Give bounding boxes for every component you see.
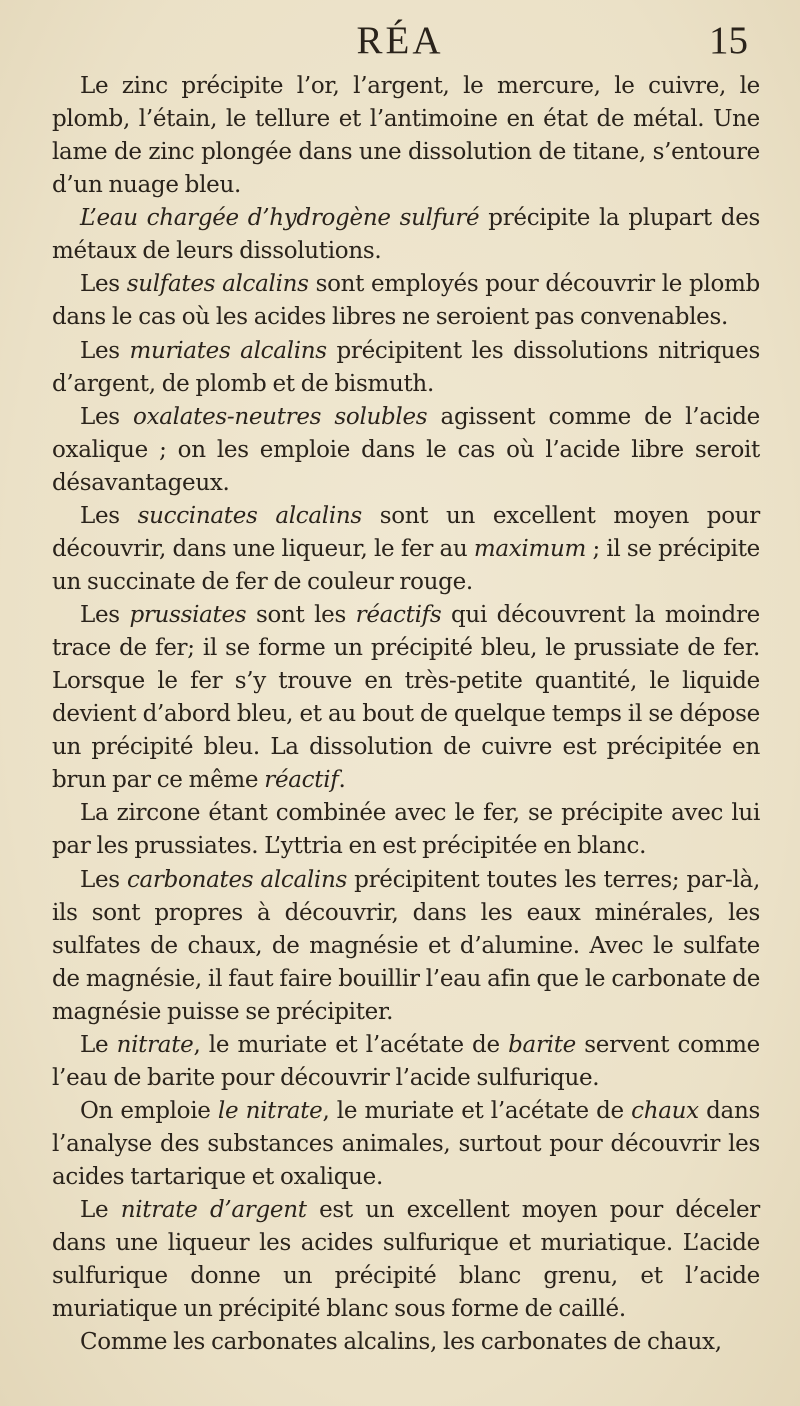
text-run: Le (80, 1031, 117, 1058)
italic-term: oxalates-neutres solubles (133, 403, 428, 430)
italic-term: L’eau chargée d’hydrogène sulfuré (80, 205, 480, 232)
text-run: Le zinc précipite l’or, l’argent, le mercure, le cuivre, le plomb, l’étain, le tellure et l’antimoine en état de métal. Une lame de zinc plongée dans une dissolution de titane, s’entoure d’un nuage bleu. (52, 73, 760, 199)
italic-term: succinates alcalins (137, 502, 362, 529)
page-number: 15 (709, 19, 748, 62)
text-run: Les (80, 866, 127, 893)
italic-term: réactif (264, 767, 339, 794)
text-run: dans l’analyse des substances animales, surtout pour découvrir les acides tartarique et oxalique. (52, 1097, 760, 1191)
paragraph (52, 864, 760, 1029)
text-run: Les (80, 502, 138, 529)
text-run: , le muriate et l’acétate de (193, 1031, 509, 1058)
text-run: sont employés pour découvrir le plomb dans le cas où les acides libres ne seroient pas convenables. (52, 271, 760, 331)
italic-term: barite (508, 1031, 576, 1058)
text-run: précipite la plupart des métaux de leurs dissolutions. (52, 205, 761, 265)
paragraph (52, 70, 760, 202)
paragraph (52, 1029, 760, 1095)
paragraph (52, 1194, 760, 1326)
paragraph (52, 1095, 760, 1194)
italic-term: chaux (631, 1097, 699, 1124)
text-run: , le muriate et l’acétate de (322, 1097, 632, 1124)
italic-term: muriates alcalins (129, 337, 327, 364)
text-run: Les (80, 602, 130, 628)
italic-term: maximum (473, 535, 587, 562)
text-run: sont les (246, 602, 356, 628)
text-run: Le (80, 1197, 121, 1224)
paragraph (52, 500, 760, 599)
text-run: est un excellent moyen pour déceler dans une liqueur les acides sulfurique et muriatique. L’acide sulfurique donne un précipité blanc grenu, et l’acide muriatique un précipité blanc sous forme de caillé. (52, 1197, 761, 1323)
text-run: Les (80, 337, 130, 364)
italic-term: sulfates alcalins (126, 271, 309, 298)
italic-term: carbonates alcalins (126, 866, 348, 893)
italic-term: nitrate d’argent (120, 1197, 307, 1224)
text-run: . (338, 767, 346, 794)
text-run: agissent comme de l’acide oxalique ; on les emploie dans le cas où l’acide libre seroit désavantageux. (52, 403, 760, 496)
italic-term: nitrate (116, 1031, 194, 1058)
paragraph (52, 797, 760, 863)
text-run: sont un excellent moyen pour découvrir, dans une liqueur, le fer au (52, 502, 760, 562)
paragraph (52, 599, 760, 797)
paragraph (52, 401, 760, 500)
text-run: La zircone étant combinée avec le fer, se précipite avec lui par les prussiates. L’yttria en est précipitée en blanc. (52, 800, 760, 860)
italic-term: le nitrate (217, 1097, 323, 1124)
text-run: précipitent toutes les terres; par-là, ils sont propres à découvrir, dans les eaux minérales, les sulfates de chaux, de magnésie et d’alumine. Avec le sulfate de magnésie, il faut faire bouillir l’eau afin que le carbonate de magnésie puisse se précipiter. (52, 866, 760, 1025)
paragraph (52, 335, 760, 401)
italic-term: prussiates (129, 602, 247, 628)
paragraph (52, 1326, 760, 1359)
running-title: RÉA (356, 19, 444, 62)
paragraph (52, 202, 760, 268)
text-run: qui découvrent la moindre trace de fer; il se forme un précipité bleu, le prussiate de fer. Lorsque le fer s’y trouve en très-petite quantité, le liquide devient d’abord bleu, et au bout de quelque temps il se dépose un précipité bleu. La dissolution de cuivre est précipitée en brun par ce même (52, 602, 760, 794)
text-run: ; il se précipite un succinate de fer de couleur rouge. (52, 535, 760, 595)
text-run: Les (80, 403, 134, 430)
paragraph (52, 268, 760, 334)
text-run: Les (80, 271, 127, 298)
italic-term: réactifs (355, 602, 442, 628)
text-run: servent comme l’eau de barite pour découvrir l’acide sulfurique. (52, 1031, 760, 1091)
text-body (52, 70, 760, 1359)
text-run: On emploie (80, 1097, 218, 1124)
text-run: précipitent les dissolutions nitriques d’argent, de plomb et de bismuth. (52, 337, 760, 397)
running-head (0, 12, 800, 72)
text-run: Comme les carbonates alcalins, les carbonates de chaux, (80, 1329, 722, 1356)
